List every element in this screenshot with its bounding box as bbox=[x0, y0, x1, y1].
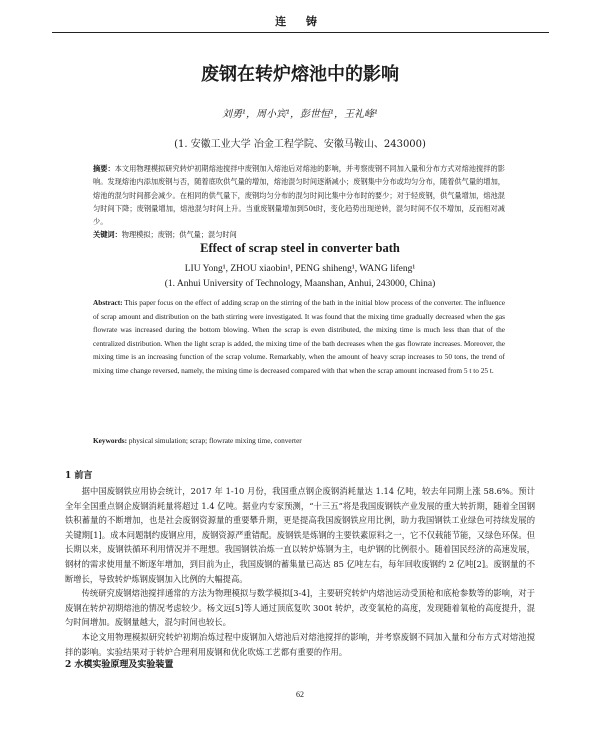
abstract-zh bbox=[93, 162, 505, 242]
keywords-en bbox=[93, 436, 505, 445]
section-1-body bbox=[65, 484, 535, 659]
abstract-zh-label: 摘要： bbox=[93, 164, 115, 173]
keywords-en-label: Keywords: bbox=[93, 436, 128, 445]
paragraph: 本论文用物理模拟研究转炉初期冶炼过程中废钢加入熔池后对熔池搅拌的影响，并考察废钢不同加入量和分布方式对熔池搅拌的影响。实验结果对于转炉合理利用废钢和优化吹炼工艺都有重要的作用。 bbox=[65, 631, 535, 657]
keywords-zh-text: 物理模拟；废钢；供气量；混匀时间 bbox=[121, 230, 237, 240]
abstract-en bbox=[93, 296, 505, 377]
keywords-en-text: physical simulation; scrap; flowrate mixing time, converter bbox=[128, 436, 302, 445]
keywords-zh-label: 关键词： bbox=[93, 230, 122, 240]
paragraph: 传统研究废钢熔池搅拌通常的方法为物理模拟与数学模拟[3-4]，主要研究转炉内熔池运动受顶枪和底枪参数等的影响，对于废钢在转炉初期熔池的情况考虑较少。杨文远[5]等人通过顶底复吹 300t 转炉，改变氧枪的高度，发现随着氧枪的高度提升，混匀时间增加。废钢量越大，混匀时间也较长。 bbox=[65, 588, 535, 628]
affiliation-zh: (1. 安徽工业大学 冶金工程学院、安徽马鞍山、243000) bbox=[174, 139, 426, 150]
section-1-heading: 1 前言 bbox=[65, 471, 93, 481]
title-en: Effect of scrap steel in converter bath bbox=[200, 241, 400, 255]
header-rule bbox=[52, 32, 549, 33]
paragraph: 据中国废钢铁应用协会统计，2017 年 1-10 月份，我国重点钢企废钢消耗量达 1.14 亿吨，较去年同期上涨 58.6%。预计全年全国重点钢企废钢消耗量将超过 1.4 亿吨。据业内专家预测，“十三五”将是我国废钢铁产业发展的重大转折期，随着全国钢铁积蓄量的不断增加，也是社会废钢资源量的重要攀升期，更是提高我国废钢铁应用比例，助力我国钢铁工业绿色可持续发展的关键期[1]。成本问题制约废钢应用，废钢资源严重错配。废钢铁是炼钢的主要铁素原料之一，它不仅载能节能，又绿色环保。但长期以来，废钢铁循环利用情况并不理想。我国钢铁冶炼一直以转炉炼钢为主，电炉钢的比例很小。随着国民经济的高速发展，钢材的需求使用量不断逐年增加，到目前为止，我国废钢的蓄集量已高达 85 亿吨左右，每年回收废钢约 2 亿吨[2]。废钢量的不断增长，导致转炉炼钢废钢加入比例的大幅提高。 bbox=[65, 486, 535, 584]
section-2-heading: 2 水模实验原理及实验装置 bbox=[65, 660, 174, 670]
page-number: 62 bbox=[296, 690, 304, 699]
running-head: 连 铸 bbox=[275, 15, 325, 28]
abstract-zh-text: 本文用物理模拟研究转炉初期熔池搅拌中废钢加入熔池后对熔池的影响，并考察废钢不同加入量和分布方式对熔池搅拌的影响。发现熔池内添加废钢与否，随着底吹供气量的增加，熔池混匀时间逐渐减小；废钢集中分布或均匀分布，随着供气量的增加，熔池的混匀时间都会减少。在相同的供气量下，废钢均匀分布的混匀时间比集中分布时的要少；对于轻废钢，供气量增加，熔池混匀时间下降；废钢量增加，熔池混匀时间上升。当重废钢量增加到50t时，变化趋势出现逆转，混匀时间不仅不增加，反而相对减少。 bbox=[93, 164, 505, 227]
authors-en: LIU Yong¹, ZHOU xiaobin¹, PENG shiheng¹, WANG lifeng¹ bbox=[184, 264, 416, 274]
affiliation-en: (1. Anhui University of Technology, Maanshan, Anhui, 243000, China) bbox=[164, 279, 436, 289]
abstract-en-label: Abstract: bbox=[93, 298, 123, 307]
authors-zh: 刘勇¹，周小宾¹，彭世恒¹，王礼峰¹ bbox=[221, 109, 379, 120]
title-zh: 废钢在转炉熔池中的影响 bbox=[201, 64, 399, 85]
abstract-en-text: This paper focus on the effect of adding scrap on the stirring of the bath in the initial blow process of the converter. The influence of scrap amount and distribution on the bath stirring were investigated. It was found that the mixing time gradually decreased when the gas flowrate was increased during the bottom blowing. When the scrap is even distributed, the mixing time is much less than that of the centralized distribution. When the light scrap is added, the mixing time of the bath decreases when the gas flowrate increases. Moreover, the mixing time is an increasing function of the scrap volume. Remarkably, when the amount of heavy scrap increases to 50 tons, the trend of mixing time change reversed, namely, the mixing time is decreased compared with that when the scrap amount increased from 5 t to 25 t. bbox=[93, 298, 505, 375]
